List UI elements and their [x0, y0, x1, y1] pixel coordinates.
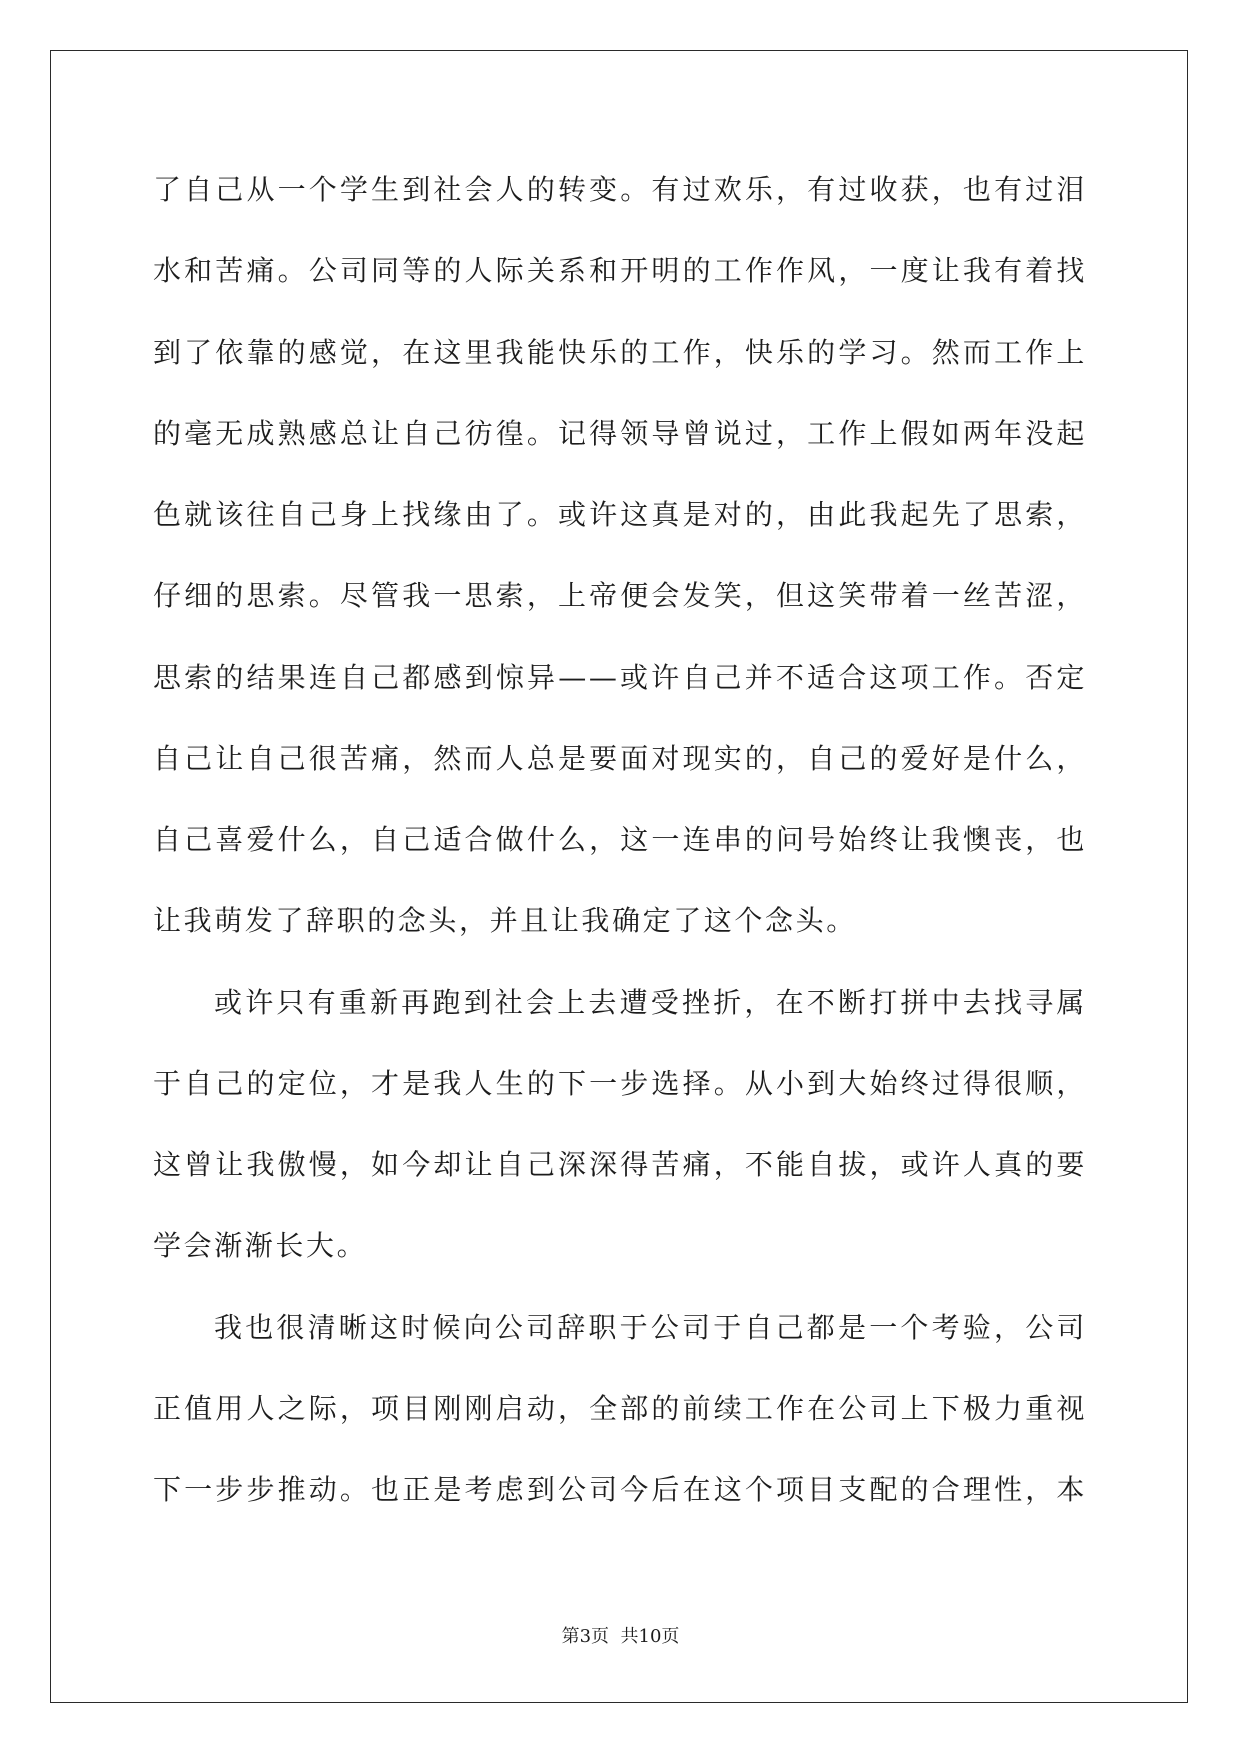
page-number: 第3页 共10页 [561, 1626, 680, 1647]
text-line: 于自己的定位，才是我人生的下一步选择。从小到大始终过得很顺， [153, 1066, 1087, 1100]
paragraph-3 [153, 1287, 1087, 1531]
text-line: 水和苦痛。公司同等的人际关系和开明的工作作风，一度让我有着找 [153, 254, 1087, 288]
document-body [153, 149, 1087, 1530]
text-line: 仔细的思索。尽管我一思索，上帝便会发笑，但这笑带着一丝苦涩， [153, 579, 1087, 613]
text-line: 这曾让我傲慢，如今却让自己深深得苦痛，不能自拔，或许人真的要 [153, 1148, 1087, 1181]
text-line: 自己让自己很苦痛，然而人总是要面对现实的，自己的爱好是什么， [153, 741, 1087, 775]
text-line: 思索的结果连自己都感到惊异——或许自己并不适合这项工作。否定 [153, 660, 1087, 694]
text-line: 到了依靠的感觉，在这里我能快乐的工作，快乐的学习。然而工作上 [153, 335, 1087, 369]
text-line: 下一步步推动。也正是考虑到公司今后在这个项目支配的合理性，本 [153, 1473, 1087, 1506]
text-line: 自己喜爱什么，自己适合做什么，这一连串的问号始终让我懊丧，也 [153, 823, 1087, 856]
text-line: 色就该往自己身上找缘由了。或许这真是对的，由此我起先了思索， [153, 498, 1087, 531]
paragraph-1 [153, 149, 1087, 962]
paragraph-2 [153, 962, 1087, 1287]
text-line: 或许只有重新再跑到社会上去遭受挫折，在不断打拼中去找寻属 [214, 985, 1087, 1019]
text-line: 的毫无成熟感总让自己彷徨。记得领导曾说过，工作上假如两年没起 [153, 416, 1087, 450]
text-line: 正值用人之际，项目刚刚启动，全部的前续工作在公司上下极力重视 [153, 1391, 1087, 1425]
text-line: 我也很清晰这时候向公司辞职于公司于自己都是一个考验，公司 [214, 1310, 1087, 1344]
text-line: 学会渐渐长大。 [153, 1229, 368, 1263]
text-line: 让我萌发了辞职的念头，并且让我确定了这个念头。 [153, 904, 857, 938]
text-line: 了自己从一个学生到社会人的转变。有过欢乐，有过收获，也有过泪 [153, 173, 1087, 206]
